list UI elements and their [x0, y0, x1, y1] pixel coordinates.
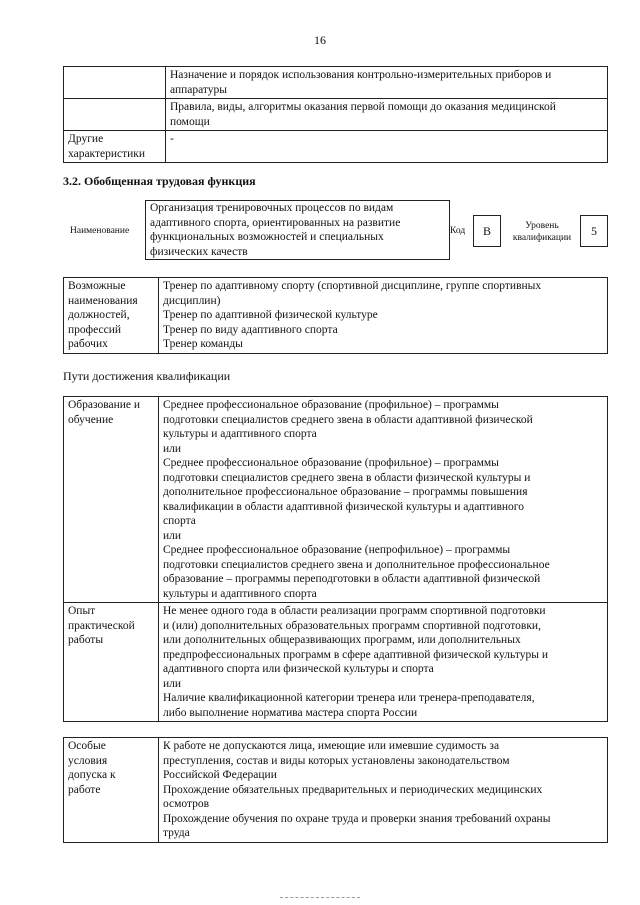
scan-artifact-divider — [280, 897, 360, 898]
conditions-table — [63, 737, 608, 843]
code-label: Код — [450, 226, 466, 236]
table-row — [64, 131, 608, 163]
cell-line: Наличие квалификационной категории тренера или тренера-преподавателя, — [163, 692, 535, 704]
row-content-cell — [159, 738, 608, 843]
row-label-line: работы — [68, 634, 104, 646]
cell-line: Тренер команды — [163, 338, 243, 350]
level-label-line: квалификации — [512, 233, 572, 243]
level-value-box: 5 — [580, 215, 608, 247]
row-content-cell — [159, 397, 608, 603]
cell-line: Тренер по адаптивному спорту (спортивной дисциплине, группе спортивных — [163, 280, 542, 292]
row-label-line: Возможные — [68, 280, 126, 292]
row-label-cell — [64, 738, 159, 843]
row-content-cell — [166, 99, 608, 131]
paths-title: Пути достижения квалификации — [63, 369, 231, 383]
name-value-line: функциональных возможностей и специальных — [150, 231, 384, 243]
row-label-line: Другие — [68, 133, 104, 145]
cell-line: культуры и адаптивного спорта — [163, 587, 317, 600]
cell-line: Тренер по виду адаптивного спорта — [163, 323, 338, 336]
cell-line: адаптивного спорта или физической культуры и спорта — [163, 663, 434, 675]
row-label-cell — [64, 131, 166, 163]
level-label — [505, 220, 579, 244]
row-label-cell — [64, 278, 159, 354]
name-label: Наименование — [70, 226, 130, 236]
name-value-box — [145, 200, 450, 260]
row-label-line: профессий — [68, 323, 122, 336]
name-value-line: адаптивного спорта, ориентированных на развитие — [150, 216, 401, 229]
row-label-line: Особые — [68, 740, 106, 752]
row-label-cell — [64, 397, 159, 603]
cell-line: помощи — [170, 115, 210, 128]
cell-line: подготовки специалистов среднего звена в области адаптивной физической — [163, 413, 533, 426]
code-value-box: B — [473, 215, 501, 247]
table-row — [64, 99, 608, 131]
name-value-line: Организация тренировочных процессов по видам — [150, 202, 394, 214]
cell-line: осмотров — [163, 798, 210, 810]
cell-line: и (или) дополнительных образовательных программ спортивной подготовки, — [163, 619, 541, 632]
cell-line: Прохождение обязательных предварительных и периодических медицинских — [163, 783, 543, 796]
cell-line: преступления, состав и виды которых установлены законодательством — [163, 754, 510, 767]
page-number: 16 — [314, 33, 326, 47]
cell-line: К работе не допускаются лица, имеющие или имевшие судимость за — [163, 740, 500, 752]
top-characteristics-table — [63, 66, 608, 163]
row-label-cell — [64, 99, 166, 131]
table-row — [64, 67, 608, 99]
row-label-cell — [64, 67, 166, 99]
level-label-line: Уровень — [525, 221, 559, 231]
row-content-cell — [159, 603, 608, 722]
cell-line: Назначение и порядок использования контрольно-измерительных приборов и — [170, 69, 552, 81]
cell-line: образование – программы переподготовки в области адаптивной физической — [163, 573, 541, 585]
cell-line: или дополнительных общеразвивающих программ, или дополнительных — [163, 634, 521, 646]
row-label-line: характеристики — [68, 147, 146, 160]
row-label-cell — [64, 603, 159, 722]
cell-line: Не менее одного года в области реализации программ спортивной подготовки — [163, 605, 546, 617]
cell-line: либо выполнение норматива мастера спорта России — [163, 706, 418, 719]
cell-line: труда — [163, 827, 190, 839]
paths-table — [63, 396, 608, 722]
positions-table — [63, 277, 608, 354]
row-content-cell — [166, 67, 608, 99]
section-heading: 3.2. Обобщенная трудовая функция — [63, 174, 256, 188]
row-label-line: Образование и — [68, 399, 141, 411]
row-label-line: должностей, — [68, 309, 130, 321]
cell-line: Среднее профессиональное образование (профильное) – программы — [163, 457, 499, 469]
cell-line: подготовки специалистов среднего звена в области физической культуры и — [163, 471, 531, 484]
row-label-line: рабочих — [68, 338, 108, 350]
cell-line: или — [163, 529, 182, 542]
cell-line: аппаратуры — [170, 83, 228, 96]
cell-line: спорта — [163, 515, 196, 527]
table-row — [64, 603, 608, 722]
cell-line: культуры и адаптивного спорта — [163, 428, 317, 440]
cell-line: или — [163, 677, 182, 690]
cell-line: дисциплин) — [163, 294, 221, 307]
row-content-cell — [166, 131, 608, 163]
cell-line: Тренер по адаптивной физической культуре — [163, 309, 378, 321]
table-row — [64, 278, 608, 354]
row-label-line: наименования — [68, 294, 138, 307]
row-label-line: Опыт — [68, 605, 96, 617]
cell-line: Среднее профессиональное образование (непрофильное) – программы — [163, 544, 511, 556]
cell-line: предпрофессиональных программ в сфере адаптивной физической культуры и — [163, 648, 548, 661]
row-label-line: условия — [68, 754, 108, 767]
cell-line: дополнительное профессиональное образование – программы повышения — [163, 486, 528, 498]
name-value-line: физических качеств — [150, 245, 248, 258]
table-row — [64, 738, 608, 843]
cell-line: подготовки специалистов среднего звена и дополнительное профессиональное — [163, 558, 550, 571]
cell-line: или — [163, 442, 182, 455]
cell-line: - — [170, 133, 174, 145]
cell-line: Российской Федерации — [163, 769, 277, 781]
cell-line: квалификации в области адаптивной физической культуры и адаптивного — [163, 500, 524, 513]
row-content-cell — [159, 278, 608, 354]
cell-line: Правила, виды, алгоритмы оказания первой помощи до оказания медицинской — [170, 101, 556, 113]
cell-line: Среднее профессиональное образование (профильное) – программы — [163, 399, 499, 411]
row-label-line: работе — [68, 783, 101, 796]
row-label-line: допуска к — [68, 769, 116, 781]
table-row — [64, 397, 608, 603]
row-label-line: практической — [68, 619, 135, 632]
cell-line: Прохождение обучения по охране труда и проверки знания требований охраны — [163, 812, 551, 825]
row-label-line: обучение — [68, 413, 114, 426]
